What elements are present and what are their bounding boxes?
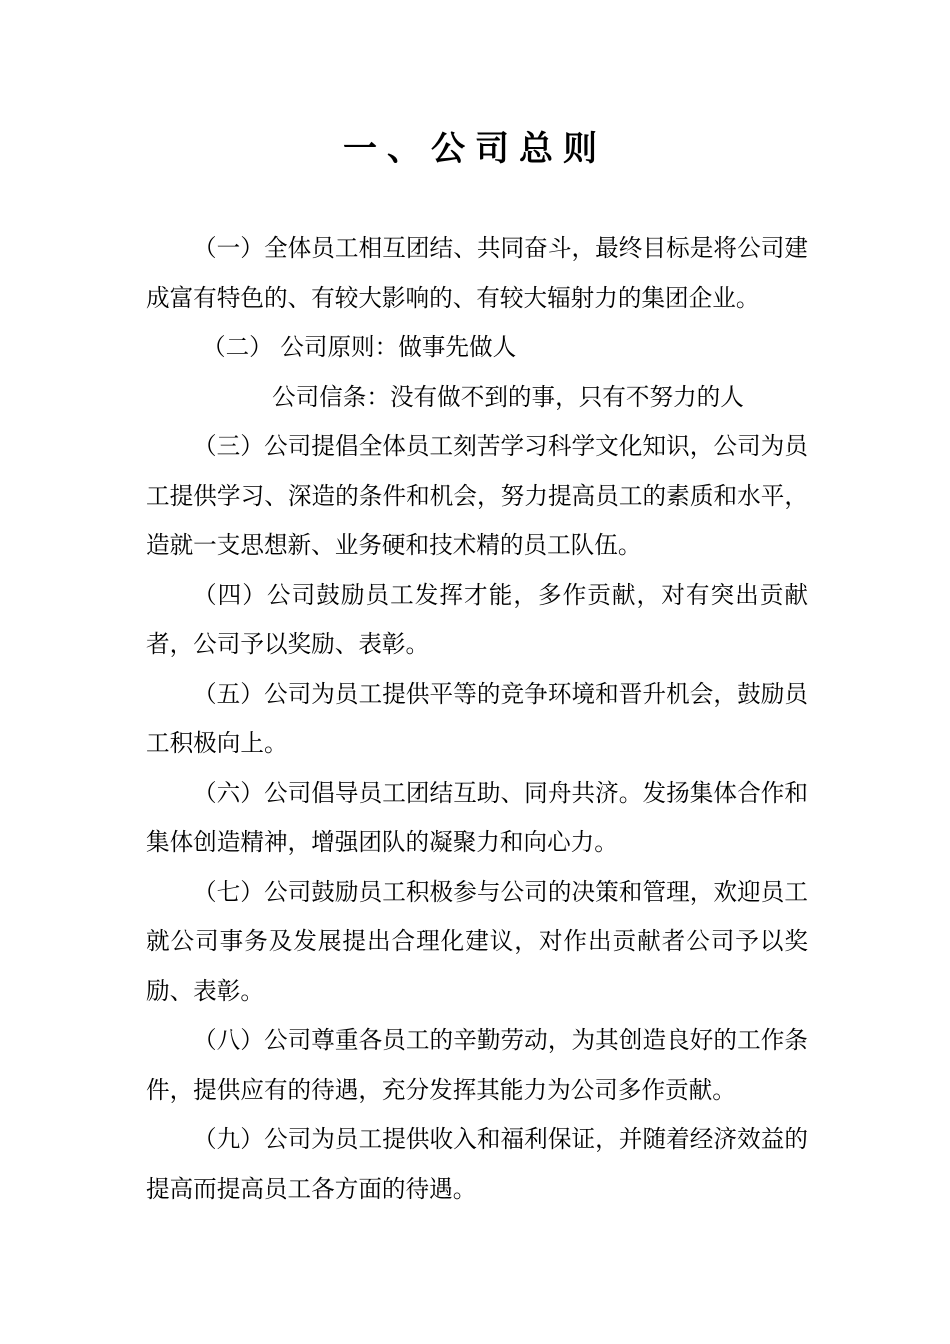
paragraph-5: （五）公司为员工提供平等的竞争环境和晋升机会，鼓励员工积极向上。 bbox=[146, 679, 808, 757]
document-title: 一、公司总则 bbox=[343, 129, 607, 169]
paragraph-7: （七）公司鼓励员工积极参与公司的决策和管理，欢迎员工就公司事务及发展提出合理化建议，对作出贡献者公司予以奖励、表彰。 bbox=[146, 877, 808, 1005]
paragraph-6: （六）公司倡导员工团结互助、同舟共济。发扬集体合作和集体创造精神，增强团队的凝聚力和向心力。 bbox=[146, 778, 808, 856]
paragraph-company-motto: 公司信条：没有做不到的事，只有不努力的人 bbox=[272, 382, 744, 411]
paragraph-8: （八）公司尊重各员工的辛勤劳动，为其创造良好的工作条件，提供应有的待遇，充分发挥其能力为公司多作贡献。 bbox=[146, 1026, 808, 1104]
paragraph-company-principle: （二） 公司原则：做事先做人 bbox=[202, 333, 517, 361]
paragraph-4: （四）公司鼓励员工发挥才能，多作贡献，对有突出贡献者，公司予以奖励、表彰。 bbox=[146, 580, 808, 658]
document-body bbox=[146, 224, 808, 1214]
paragraph-1: （一）全体员工相互团结、共同奋斗，最终目标是将公司建成富有特色的、有较大影响的、有较大辐射力的集团企业。 bbox=[146, 234, 808, 312]
paragraph-9: （九）公司为员工提供收入和福利保证，并随着经济效益的提高而提高员工各方面的待遇。 bbox=[146, 1125, 808, 1203]
paragraph-3: （三）公司提倡全体员工刻苦学习科学文化知识，公司为员工提供学习、深造的条件和机会，努力提高员工的素质和水平，造就一支思想新、业务硬和技术精的员工队伍。 bbox=[146, 432, 808, 559]
